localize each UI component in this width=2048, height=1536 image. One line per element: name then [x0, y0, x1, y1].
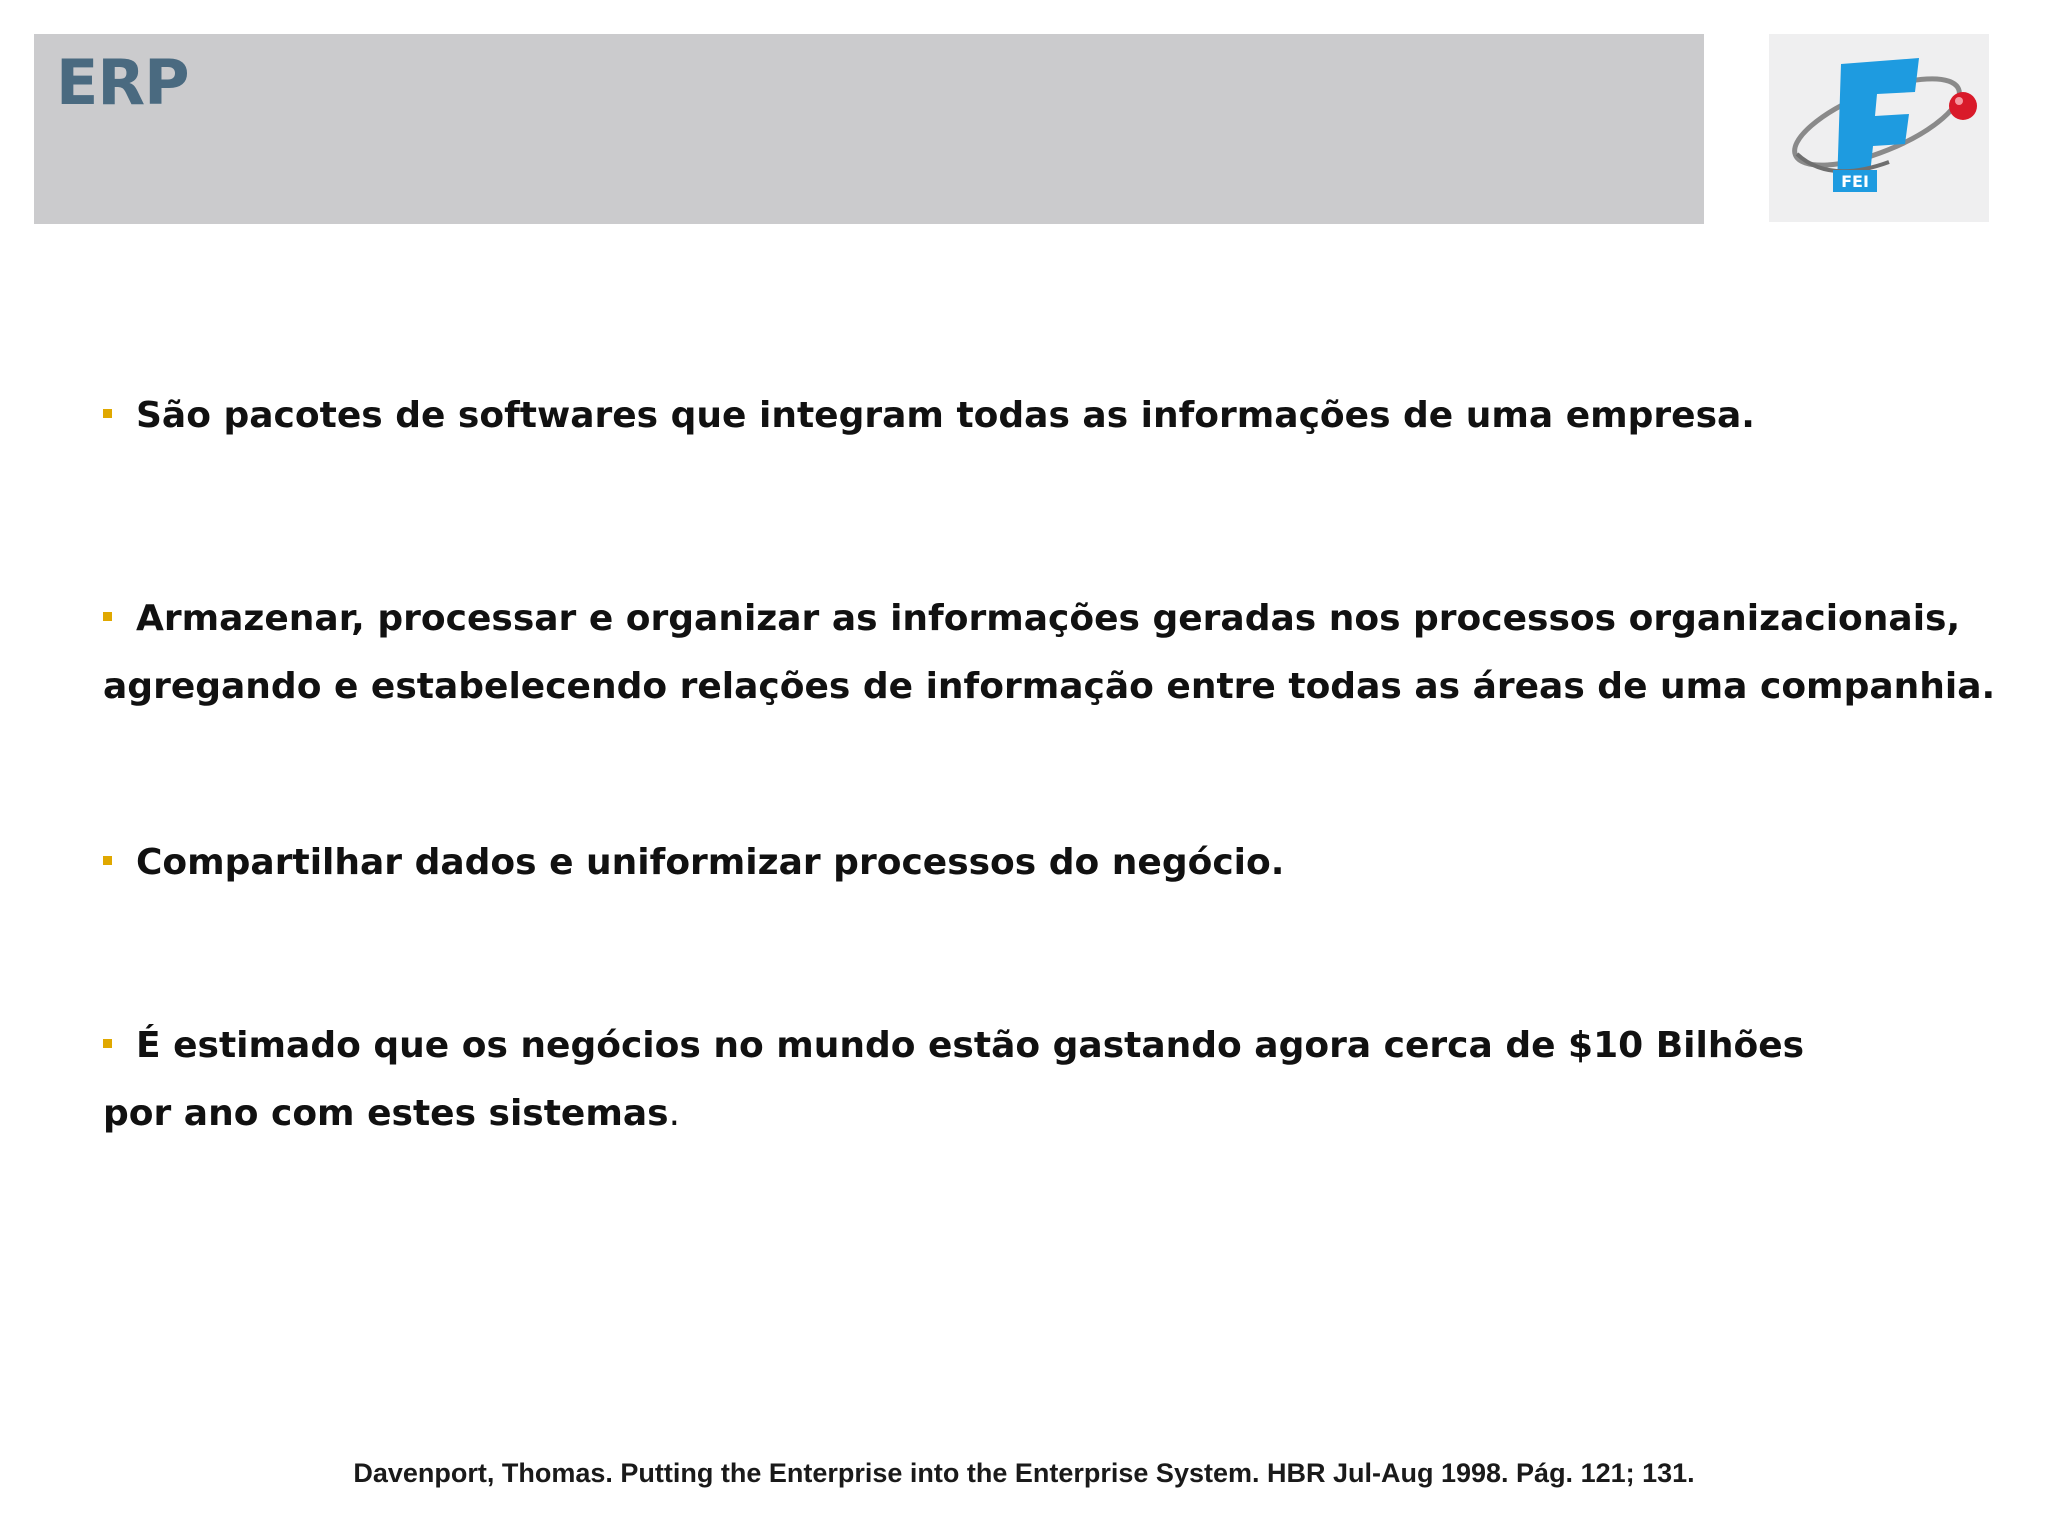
bullet-text-continued: por ano com estes sistemas	[103, 1093, 669, 1134]
title-bar	[34, 34, 1704, 224]
bullet-item	[103, 829, 2023, 897]
bullet-text: É estimado que os negócios no mundo estão gastando agora cerca de $10 Bilhões	[136, 1025, 1805, 1066]
slide-title: ERP	[56, 46, 189, 119]
bullet-item	[103, 585, 2023, 721]
citation: Davenport, Thomas. Putting the Enterprise into the Enterprise System. HBR Jul-Aug 1998. Pág. 121; 131.	[353, 1458, 1695, 1488]
fei-logo-icon	[1769, 34, 1989, 222]
bullet-text-continued: agregando e estabelecendo relações de informação entre todas as áreas de uma companhia.	[103, 666, 1996, 707]
bullet-item	[103, 1012, 2023, 1148]
fei-logo	[1769, 34, 1989, 222]
bullet-marker-icon	[103, 1039, 112, 1048]
bullet-marker-icon	[103, 409, 112, 418]
bullet-marker-icon	[103, 856, 112, 865]
bullet-text: Compartilhar dados e uniformizar processos do negócio.	[136, 842, 1285, 883]
bullet-text: Armazenar, processar e organizar as informações geradas nos processos organizacionais,	[136, 598, 1961, 639]
bullet-text: São pacotes de softwares que integram todas as informações de uma empresa.	[136, 395, 1755, 436]
bullet-marker-icon	[103, 612, 112, 621]
bullet-item	[103, 382, 2023, 450]
bullet-trailing-period: .	[668, 1093, 681, 1134]
fei-logo-text: FEI	[1841, 172, 1869, 191]
